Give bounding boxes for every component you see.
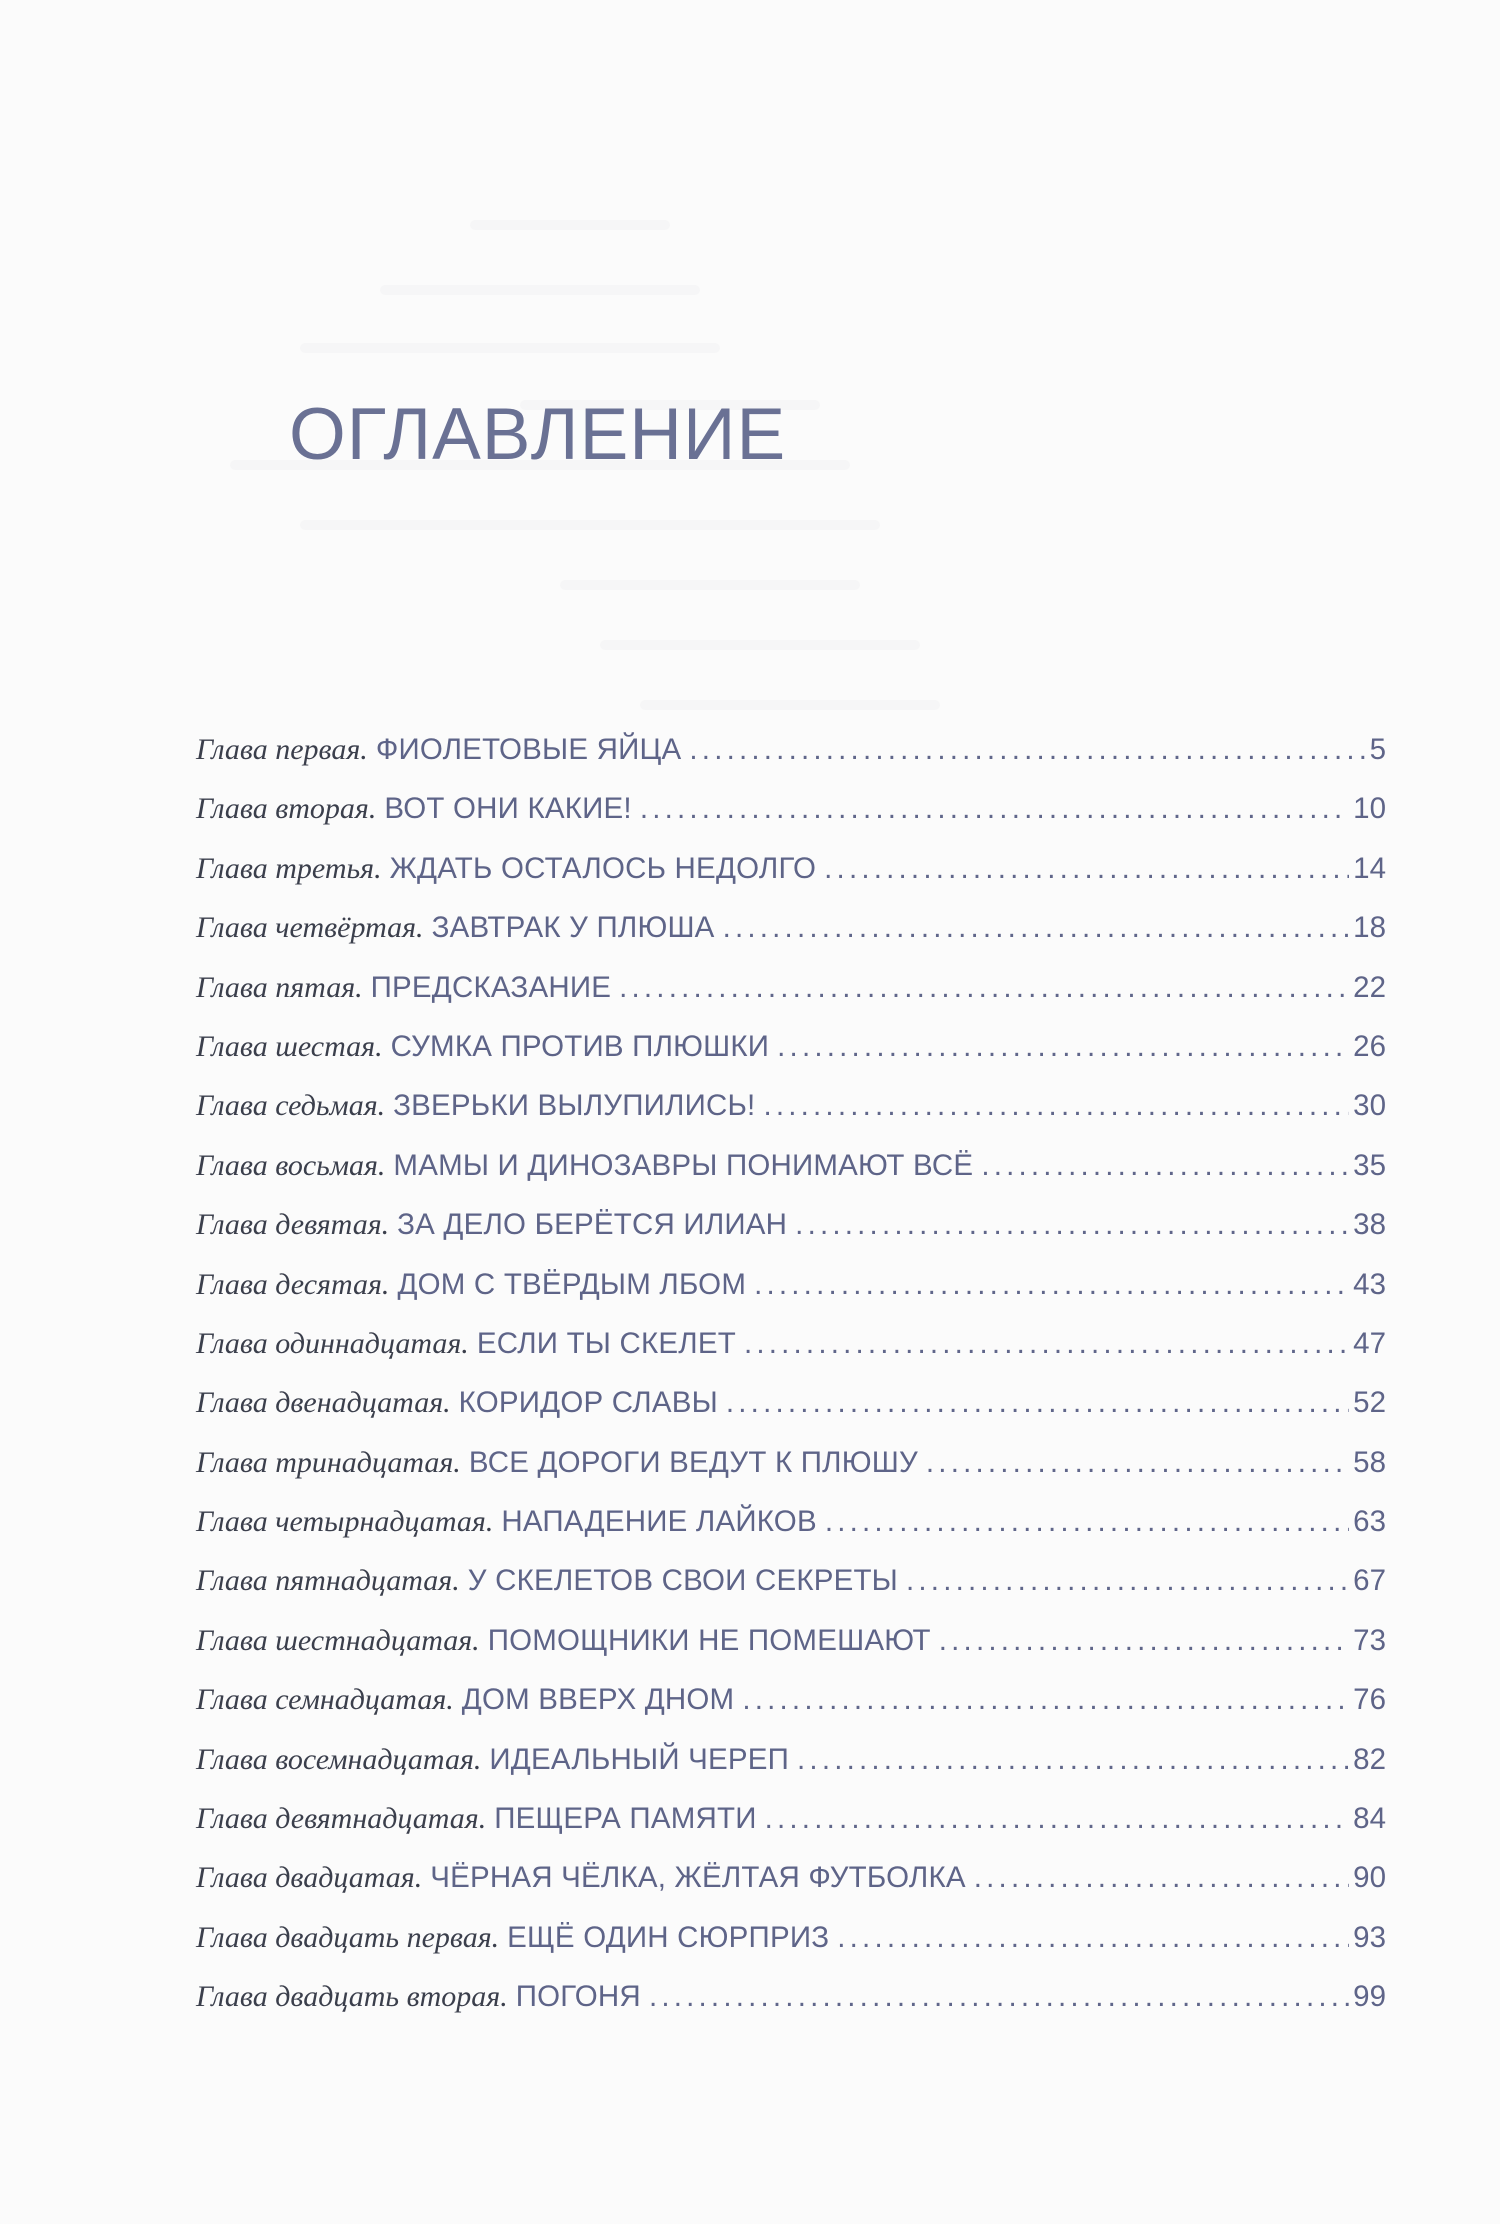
chapter-label: Глава пятнадцатая. xyxy=(196,1564,460,1598)
dot-leader xyxy=(763,1089,1349,1123)
chapter-title: КОРИДОР СЛАВЫ xyxy=(458,1386,718,1420)
chapter-title: НАПАДЕНИЕ ЛАЙКОВ xyxy=(501,1505,817,1539)
page-title: ОГЛАВЛЕНИЕ xyxy=(289,394,787,475)
page-number: 38 xyxy=(1353,1208,1386,1242)
chapter-label: Глава двадцать первая. xyxy=(196,1920,500,1954)
chapter-title: ФИОЛЕТОВЫЕ ЯЙЦА xyxy=(375,733,682,766)
dot-leader xyxy=(689,733,1365,767)
toc-entry[interactable] xyxy=(196,1268,1386,1327)
dot-leader xyxy=(824,852,1349,886)
toc-entry[interactable] xyxy=(196,1683,1386,1742)
page-number: 58 xyxy=(1353,1445,1386,1479)
dot-leader xyxy=(974,1861,1349,1895)
chapter-title: ЧЁРНАЯ ЧЁЛКА, ЖЁЛТАЯ ФУТБОЛКА xyxy=(430,1861,966,1895)
dot-leader xyxy=(754,1268,1349,1302)
toc-entry[interactable] xyxy=(196,1624,1386,1683)
chapter-title: ПОГОНЯ xyxy=(515,1980,641,2014)
page-number: 52 xyxy=(1353,1386,1386,1420)
page-number: 99 xyxy=(1353,1980,1386,2014)
page-number: 5 xyxy=(1369,733,1386,766)
page-number: 84 xyxy=(1353,1802,1386,1836)
toc-entry[interactable] xyxy=(196,1921,1386,1980)
page-number: 43 xyxy=(1353,1267,1386,1301)
dot-leader xyxy=(837,1921,1349,1955)
toc-entry[interactable] xyxy=(196,1980,1386,2039)
dot-leader xyxy=(723,911,1350,945)
dot-leader xyxy=(726,1386,1349,1420)
toc-entry[interactable] xyxy=(196,792,1386,851)
toc-entry[interactable] xyxy=(196,1089,1386,1148)
chapter-title: ПРЕДСКАЗАНИЕ xyxy=(370,970,612,1004)
toc-entry[interactable] xyxy=(196,971,1386,1030)
chapter-label: Глава семнадцатая. xyxy=(196,1683,454,1717)
toc-entry[interactable] xyxy=(196,1208,1386,1267)
chapter-title: ЖДАТЬ ОСТАЛОСЬ НЕДОЛГО xyxy=(389,851,817,885)
chapter-label: Глава первая. xyxy=(196,733,368,766)
page-number: 93 xyxy=(1353,1920,1386,1954)
dot-leader xyxy=(649,1980,1349,2014)
toc-entry[interactable] xyxy=(196,1861,1386,1920)
page-number: 26 xyxy=(1353,1029,1386,1063)
chapter-label: Глава двадцать вторая. xyxy=(196,1980,508,2014)
chapter-label: Глава шестая. xyxy=(196,1029,383,1063)
chapter-label: Глава десятая. xyxy=(196,1267,390,1301)
toc-entry[interactable] xyxy=(196,911,1386,970)
chapter-title: ЗАВТРАК У ПЛЮША xyxy=(431,911,715,945)
page-number: 10 xyxy=(1353,792,1386,826)
chapter-title: ПОМОЩНИКИ НЕ ПОМЕШАЮТ xyxy=(487,1623,931,1657)
chapter-title: ЗА ДЕЛО БЕРЁТСЯ ИЛИАН xyxy=(397,1208,788,1242)
chapter-label: Глава вторая. xyxy=(196,792,377,826)
chapter-title: ЕЩЁ ОДИН СЮРПРИЗ xyxy=(507,1920,830,1954)
chapter-title: ВОТ ОНИ КАКИЕ! xyxy=(384,792,632,826)
chapter-label: Глава восьмая. xyxy=(196,1148,386,1182)
chapter-label: Глава третья. xyxy=(196,851,382,885)
chapter-label: Глава двадцатая. xyxy=(196,1861,423,1895)
chapter-title: ДОМ ВВЕРХ ДНОМ xyxy=(461,1683,735,1717)
chapter-label: Глава четырнадцатая. xyxy=(196,1505,494,1539)
page-number: 47 xyxy=(1353,1326,1386,1360)
chapter-label: Глава четвёртая. xyxy=(196,911,424,945)
page-number: 30 xyxy=(1353,1089,1386,1123)
toc-entry[interactable] xyxy=(196,733,1386,792)
chapter-label: Глава шестнадцатая. xyxy=(196,1623,480,1657)
toc-entry[interactable] xyxy=(196,1743,1386,1802)
dot-leader xyxy=(906,1564,1349,1598)
toc-entry[interactable] xyxy=(196,1564,1386,1623)
chapter-label: Глава двенадцатая. xyxy=(196,1386,451,1420)
page-number: 67 xyxy=(1353,1564,1386,1598)
chapter-title: ЗВЕРЬКИ ВЫЛУПИЛИСЬ! xyxy=(393,1089,756,1123)
dot-leader xyxy=(744,1327,1349,1361)
dot-leader xyxy=(742,1683,1349,1717)
dot-leader xyxy=(777,1030,1349,1064)
chapter-title: ЕСЛИ ТЫ СКЕЛЕТ xyxy=(476,1326,736,1360)
dot-leader xyxy=(619,971,1349,1005)
dot-leader xyxy=(797,1743,1349,1777)
page-number: 73 xyxy=(1353,1623,1386,1657)
chapter-label: Глава девятая. xyxy=(196,1208,390,1242)
chapter-title: У СКЕЛЕТОВ СВОИ СЕКРЕТЫ xyxy=(467,1564,898,1598)
page-number: 90 xyxy=(1353,1861,1386,1895)
chapter-title: ПЕЩЕРА ПАМЯТИ xyxy=(494,1802,757,1836)
page-number: 35 xyxy=(1353,1148,1386,1182)
chapter-label: Глава восемнадцатая. xyxy=(196,1742,482,1776)
chapter-title: СУМКА ПРОТИВ ПЛЮШКИ xyxy=(390,1029,770,1063)
dot-leader xyxy=(825,1505,1349,1539)
page-number: 76 xyxy=(1353,1683,1386,1717)
page-number: 14 xyxy=(1353,851,1386,885)
toc-entry[interactable] xyxy=(196,1149,1386,1208)
page-number: 18 xyxy=(1353,911,1386,945)
page-number: 22 xyxy=(1353,970,1386,1004)
chapter-label: Глава одиннадцатая. xyxy=(196,1326,469,1360)
toc-entry[interactable] xyxy=(196,1030,1386,1089)
dot-leader xyxy=(981,1149,1349,1183)
chapter-label: Глава девятнадцатая. xyxy=(196,1802,487,1836)
chapter-label: Глава пятая. xyxy=(196,970,363,1004)
toc-entry[interactable] xyxy=(196,1446,1386,1505)
toc-entry[interactable] xyxy=(196,1327,1386,1386)
dot-leader xyxy=(640,792,1349,826)
dot-leader xyxy=(765,1802,1350,1836)
toc-entry[interactable] xyxy=(196,1386,1386,1445)
dot-leader xyxy=(795,1208,1349,1242)
toc-entry[interactable] xyxy=(196,1505,1386,1564)
page-number: 82 xyxy=(1353,1742,1386,1776)
chapter-title: ДОМ С ТВЁРДЫМ ЛБОМ xyxy=(397,1267,747,1301)
page-number: 63 xyxy=(1353,1505,1386,1539)
chapter-title: МАМЫ И ДИНОЗАВРЫ ПОНИМАЮТ ВСЁ xyxy=(393,1148,974,1182)
dot-leader xyxy=(926,1446,1349,1480)
chapter-label: Глава седьмая. xyxy=(196,1089,386,1123)
toc-entry[interactable] xyxy=(196,1802,1386,1861)
chapter-title: ВСЕ ДОРОГИ ВЕДУТ К ПЛЮШУ xyxy=(468,1445,918,1479)
table-of-contents xyxy=(196,733,1386,2040)
dot-leader xyxy=(939,1624,1349,1658)
chapter-label: Глава тринадцатая. xyxy=(196,1445,461,1479)
toc-entry[interactable] xyxy=(196,852,1386,911)
chapter-title: ИДЕАЛЬНЫЙ ЧЕРЕП xyxy=(489,1742,790,1776)
